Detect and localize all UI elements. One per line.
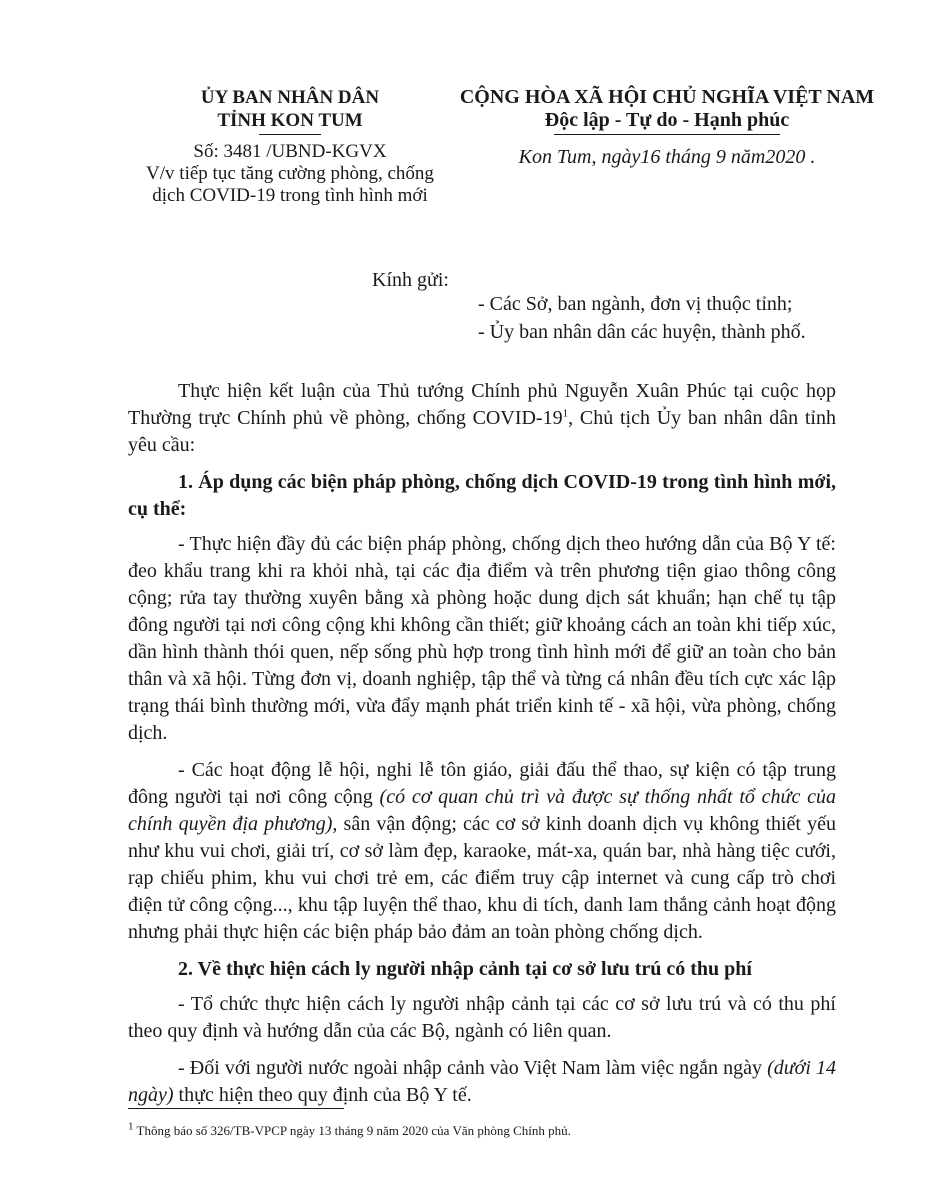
paragraph-text: - Các hoạt động lễ hội, nghi lễ tôn giáo, giải đấu thể thao, sự kiện có tập trung đông người tại nơi công cộng — [128, 759, 836, 808]
agency-name-line2: TỈNH KON TUM — [217, 110, 363, 131]
intro-paragraph — [128, 378, 836, 459]
recipient-list — [478, 290, 806, 346]
subject-line-2: dịch COVID-19 trong tình hình mới — [152, 185, 428, 206]
section-1-paragraph-1: - Thực hiện đầy đủ các biện pháp phòng, chống dịch theo hướng dẫn của Bộ Y tế: đeo khẩu trang khi ra khỏi nhà, tại các địa điểm và trên phương tiện giao thông công cộng; rửa tay thường xuyên bằng xà phòng hoặc dung dịch sát khuẩn; hạn chế tụ tập đông người tại nơi công cộng khi không cần thiết; giữ khoảng cách an toàn khi tiếp xúc, dần hình thành thói quen, nếp sống phù hợp trong tình hình mới để giữ an toàn cho bản thân và xã hội. Từng đơn vị, doanh nghiệp, tập thể và từng cá nhân đều tích cực xác lập trạng thái bình thường mới, vừa đẩy mạnh phát triển kinh tế - xã hội, vừa phòng, chống dịch. — [128, 533, 836, 744]
national-motto: Độc lập - Tự do - Hạnh phúc — [544, 109, 790, 131]
agency-name-line1: ỦY BAN NHÂN DÂN — [200, 87, 380, 108]
footnote-mark: 1 — [128, 1120, 134, 1133]
subject-line-1: V/v tiếp tục tăng cường phòng, chống — [146, 163, 434, 184]
issuing-agency-block — [120, 86, 460, 207]
paragraph-text-end: sân vận động; các cơ sở kinh doanh dịch vụ không thiết yếu như khu vui chơi, giải trí, cơ sở làm đẹp, karaoke, mát-xa, quán bar, nhà hàng tiệc cưới, rạp chiếu phim, khu vui chơi trẻ em, các điểm truy cập internet và cung cấp trò chơi điện tử công cộng..., khu tập luyện thể thao, khu di tích, danh lam thắng cảnh hoạt động nhưng phải thực hiện các biện pháp bảo đảm an toàn phòng chống dịch. — [128, 813, 836, 943]
national-header-block — [452, 86, 882, 169]
nation-name: CỘNG HÒA XÃ HỘI CHỦ NGHĨA VIỆT NAM — [459, 86, 875, 108]
agency-underline — [259, 134, 321, 135]
section-1-heading: 1. Áp dụng các biện pháp phòng, chống dịch COVID-19 trong tình hình mới, cụ thể: — [128, 471, 836, 520]
document-body — [128, 378, 836, 1119]
paragraph-text: - Đối với người nước ngoài nhập cảnh vào Việt Nam làm việc ngắn ngày — [178, 1057, 768, 1079]
document-number: Số: 3481 /UBND-KGVX — [193, 141, 387, 162]
recipient-item: - Ủy ban nhân dân các huyện, thành phố. — [478, 321, 806, 343]
intro-text-end: , Chủ tịch Ủy ban nhân dân tỉnh yêu cầu: — [128, 407, 836, 456]
footnote-divider — [128, 1108, 344, 1109]
section-2-paragraph-1: - Tổ chức thực hiện cách ly người nhập cảnh tại các cơ sở lưu trú và có thu phí theo quy định và hướng dẫn của các Bộ, ngành có liên quan. — [128, 993, 836, 1042]
paragraph-italic-text: (dưới 14 ngày) — [128, 1057, 836, 1106]
footnote — [128, 1120, 836, 1139]
intro-text: Thực hiện kết luận của Thủ tướng Chính phủ Nguyễn Xuân Phúc tại cuộc họp Thường trực Chính phủ về phòng, chống COVID-19 — [128, 380, 836, 429]
section-1-paragraph-2 — [128, 757, 836, 946]
recipient-item: - Các Sở, ban ngành, đơn vị thuộc tỉnh; — [478, 293, 793, 315]
issue-date: Kon Tum, ngày16 tháng 9 năm2020 . — [518, 146, 816, 168]
footnote-text: Thông báo số 326/TB-VPCP ngày 13 tháng 9 năm 2020 của Văn phòng Chính phủ. — [133, 1123, 571, 1138]
paragraph-italic-text: (có cơ quan chủ trì và được sự thống nhất tổ chức của chính quyền địa phương), — [128, 786, 836, 835]
section-2-paragraph-2 — [128, 1055, 836, 1109]
greeting-label: Kính gửi: — [372, 269, 449, 291]
paragraph-text-end: thực hiện theo quy định của Bộ Y tế. — [173, 1084, 472, 1106]
section-2-heading: 2. Về thực hiện cách ly người nhập cảnh tại cơ sở lưu trú có thu phí — [178, 958, 752, 980]
motto-underline — [554, 134, 780, 135]
footnote-reference: 1 — [562, 407, 569, 420]
